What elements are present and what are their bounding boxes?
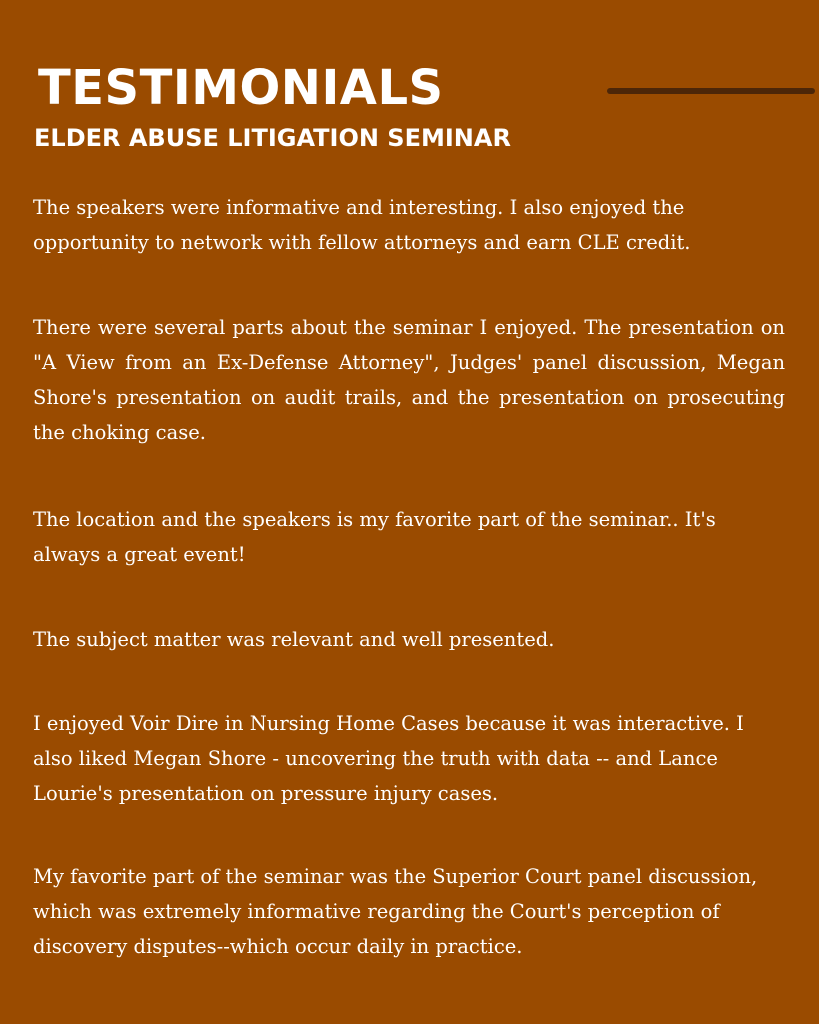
testimonial-3: The location and the speakers is my favorite part of the seminar.. It's always a great event! [33,508,716,566]
page-subtitle: ELDER ABUSE LITIGATION SEMINAR [34,124,511,152]
testimonial-4: The subject matter was relevant and well presented. [33,628,555,651]
testimonial-2: There were several parts about the seminar I enjoyed. The presentation on "A View from an Ex-Defense Attorney", Judges' panel discussion, Megan Shore's presentation on audit trails, and the presentation on prosecuting the choking case. [33,316,785,444]
decorative-divider [607,88,815,94]
testimonial-5: I enjoyed Voir Dire in Nursing Home Cases because it was interactive. I also liked Megan Shore - uncovering the truth with data -- and Lance Lourie's presentation on pressure injury cases. [33,712,744,805]
testimonial-6: My favorite part of the seminar was the Superior Court panel discussion, which was extremely informative regarding the Court's perception of discovery disputes--which occur daily in practice. [33,865,758,958]
page-title: TESTIMONIALS [38,60,444,116]
testimonial-1: The speakers were informative and interesting. I also enjoyed the opportunity to network with fellow attorneys and earn CLE credit. [33,196,691,254]
